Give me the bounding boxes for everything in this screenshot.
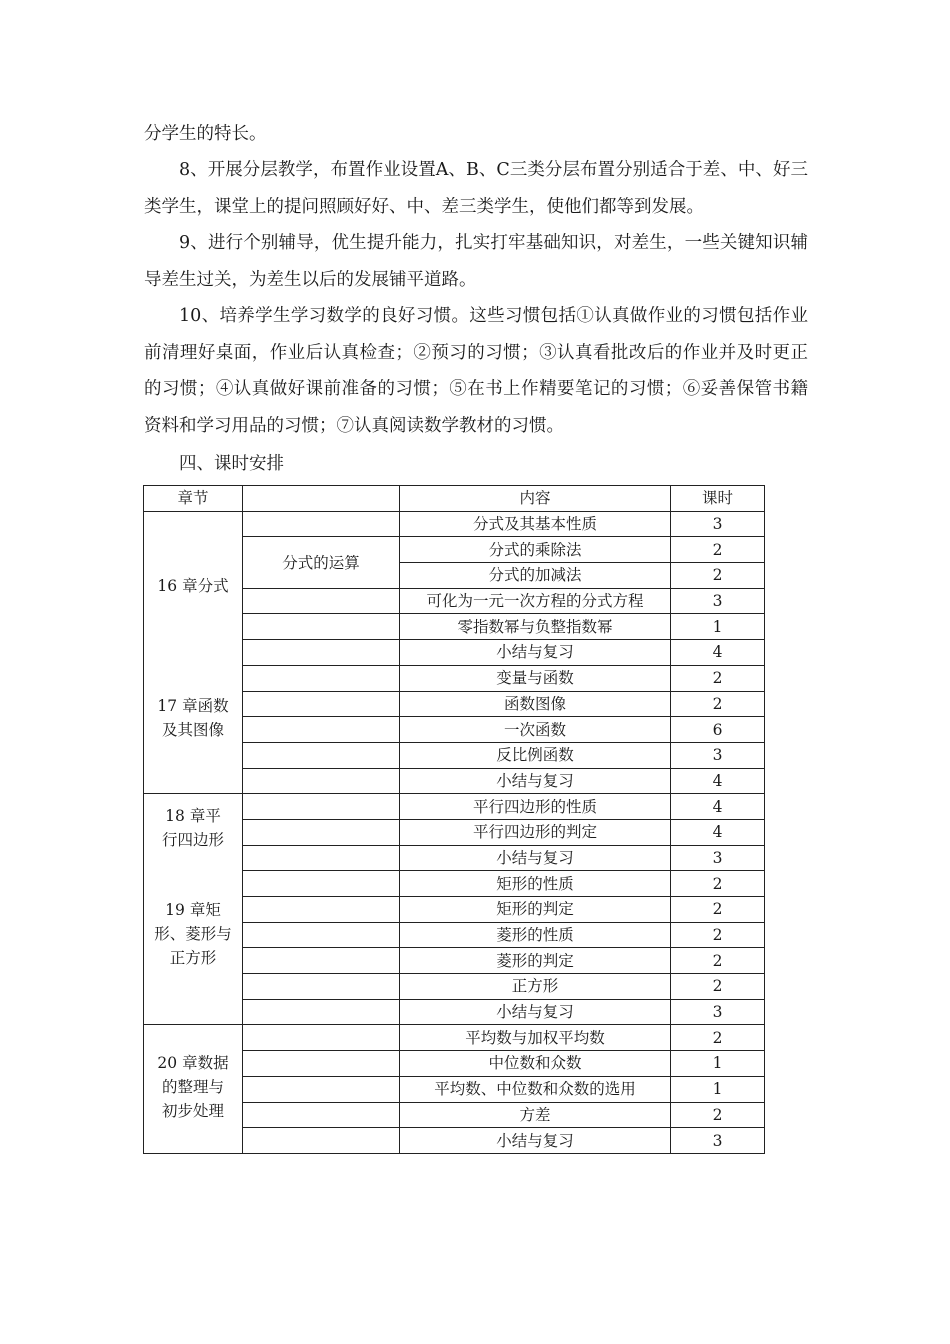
- subgroup-cell: [243, 665, 400, 691]
- row-hours: 4: [671, 794, 765, 820]
- chapter-label: 19 章矩形、菱形与正方形: [154, 901, 232, 968]
- row-hours: 3: [671, 588, 765, 614]
- subgroup-cell: [243, 691, 400, 717]
- row-hours: 3: [671, 845, 765, 871]
- subgroup-cell: [243, 614, 400, 640]
- subgroup-cell: [243, 922, 400, 948]
- chapter-label: 17 章函数及其图像: [157, 696, 229, 739]
- subgroup-cell: [243, 511, 400, 537]
- subgroup-cell: [243, 1076, 400, 1102]
- row-hours: 1: [671, 1051, 765, 1077]
- row-hours: 2: [671, 563, 765, 589]
- row-content: 正方形: [400, 974, 671, 1000]
- subgroup-cell: [243, 974, 400, 1000]
- row-hours: 1: [671, 614, 765, 640]
- chapter-label: 20 章数据的整理与初步处理: [157, 1054, 229, 1121]
- section-heading: 四、课时安排: [179, 454, 284, 474]
- row-content: 矩形的性质: [400, 871, 671, 897]
- chapter-cell: [144, 794, 243, 1025]
- row-content: 分式及其基本性质: [400, 511, 671, 537]
- subgroup-cell: [243, 819, 400, 845]
- row-content: 小结与复习: [400, 1128, 671, 1154]
- subgroup-cell: [243, 897, 400, 923]
- subgroup-cell: [243, 845, 400, 871]
- table-row: [144, 794, 765, 820]
- subgroup-cell: [243, 742, 400, 768]
- table-header-row: [144, 486, 765, 512]
- row-hours: 3: [671, 742, 765, 768]
- row-hours: 4: [671, 768, 765, 794]
- header-blank: [243, 486, 400, 512]
- paragraph-item-8: 8、开展分层教学，布置作业设置A、B、C三类分层布置分别适合于差、中、好三类学生，课堂上的提问照顾好好、中、差三类学生，使他们都等到发展。: [144, 160, 808, 217]
- row-hours: 2: [671, 1025, 765, 1051]
- row-hours: 2: [671, 691, 765, 717]
- row-content: 小结与复习: [400, 999, 671, 1025]
- subgroup-cell: [243, 948, 400, 974]
- header-hours: 课时: [671, 486, 765, 512]
- subgroup-cell: [243, 871, 400, 897]
- subgroup-cell: [243, 1102, 400, 1128]
- chapter-cell: [144, 511, 243, 794]
- row-content: 中位数和众数: [400, 1051, 671, 1077]
- row-hours: 3: [671, 999, 765, 1025]
- subgroup-cell: [243, 794, 400, 820]
- header-content: 内容: [400, 486, 671, 512]
- chapter-label: 18 章平行四边形: [161, 807, 224, 850]
- row-content: 平行四边形的性质: [400, 794, 671, 820]
- row-hours: 6: [671, 717, 765, 743]
- row-content: 矩形的判定: [400, 897, 671, 923]
- row-content: 平均数与加权平均数: [400, 1025, 671, 1051]
- row-hours: 2: [671, 537, 765, 563]
- row-hours: 2: [671, 897, 765, 923]
- row-hours: 3: [671, 1128, 765, 1154]
- chapter-cell: [144, 1025, 243, 1153]
- row-hours: 4: [671, 640, 765, 666]
- row-hours: 2: [671, 1102, 765, 1128]
- paragraph-item-9: 9、进行个别辅导，优生提升能力，扎实打牢基础知识，对差生，一些关键知识辅导差生过关，为差生以后的发展铺平道路。: [144, 233, 808, 290]
- subgroup-cell: [243, 768, 400, 794]
- subgroup-cell: [243, 717, 400, 743]
- subgroup-cell: [243, 640, 400, 666]
- row-content: 小结与复习: [400, 845, 671, 871]
- row-content: 平行四边形的判定: [400, 819, 671, 845]
- table-row: [144, 511, 765, 537]
- row-hours: 2: [671, 948, 765, 974]
- table-row: [144, 1025, 765, 1051]
- row-content: 平均数、中位数和众数的选用: [400, 1076, 671, 1102]
- row-content: 菱形的判定: [400, 948, 671, 974]
- subgroup-cell: [243, 588, 400, 614]
- row-content: 反比例函数: [400, 742, 671, 768]
- subgroup-cell: [243, 999, 400, 1025]
- paragraph-continuation: 分学生的特长。: [144, 124, 267, 144]
- row-hours: 1: [671, 1076, 765, 1102]
- row-content: 分式的乘除法: [400, 537, 671, 563]
- row-hours: 2: [671, 665, 765, 691]
- row-content: 菱形的性质: [400, 922, 671, 948]
- subgroup-cell: [243, 1128, 400, 1154]
- row-hours: 2: [671, 922, 765, 948]
- chapter-label: 16 章分式: [157, 576, 229, 595]
- row-content: 小结与复习: [400, 768, 671, 794]
- row-content: 一次函数: [400, 717, 671, 743]
- row-content: 小结与复习: [400, 640, 671, 666]
- paragraph-item-10: 10、培养学生学习数学的良好习惯。这些习惯包括①认真做作业的习惯包括作业前清理好桌面，作业后认真检查；②预习的习惯；③认真看批改后的作业并及时更正的习惯；④认真做好课前准备的习惯；⑤在书上作精要笔记的习惯；⑥妥善保管书籍资料和学习用品的习惯；⑦认真阅读数学教材的习惯。: [144, 306, 808, 436]
- subgroup-cell: 分式的运算: [243, 537, 400, 588]
- row-content: 零指数幂与负整指数幂: [400, 614, 671, 640]
- row-hours: 3: [671, 511, 765, 537]
- row-hours: 2: [671, 974, 765, 1000]
- schedule-table: [143, 485, 765, 1154]
- row-content: 变量与函数: [400, 665, 671, 691]
- row-content: 函数图像: [400, 691, 671, 717]
- header-chapter: 章节: [144, 486, 243, 512]
- subgroup-cell: [243, 1051, 400, 1077]
- subgroup-cell: [243, 1025, 400, 1051]
- row-content: 分式的加减法: [400, 563, 671, 589]
- row-hours: 4: [671, 819, 765, 845]
- row-content: 可化为一元一次方程的分式方程: [400, 588, 671, 614]
- row-hours: 2: [671, 871, 765, 897]
- row-content: 方差: [400, 1102, 671, 1128]
